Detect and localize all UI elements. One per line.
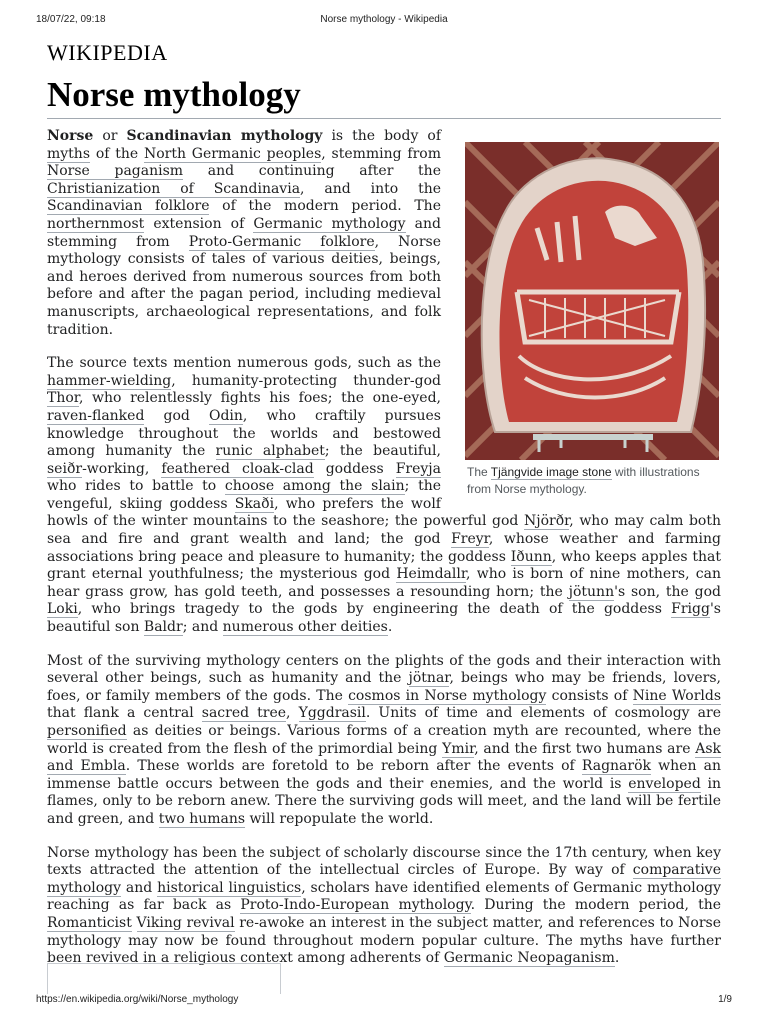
link-njordr[interactable]: Njörðr [523,513,570,530]
print-footer [36,994,732,1008]
link-north-germanic-peoples[interactable]: North Germanic peoples [143,145,322,162]
wikipedia-logo[interactable]: WIKIPEDIA [47,40,168,65]
link-norse-paganism[interactable]: Norse paganism [47,163,184,180]
caption-text: with illustrations from Norse mythology. [467,465,700,496]
infobox-figure [465,142,721,498]
article-body [47,128,721,984]
print-header [36,14,732,28]
link-enveloped[interactable]: enveloped [628,775,701,792]
link-idunn[interactable]: Iðunn [510,548,552,565]
link-baldr[interactable]: Baldr [143,619,183,636]
link-germanic-neopaganism[interactable]: Germanic Neopaganism [443,950,615,967]
link-raven-flanked[interactable]: raven-flanked [47,407,145,424]
contents-box-top [47,963,281,994]
link-romanticist[interactable]: Romanticist [47,914,132,931]
link-proto-germanic-folklore[interactable]: Proto-Germanic folklore [188,233,375,250]
paragraph-intro: Norse or Scandinavian mythology is the body of myths of the North Germanic peoples, stemming from Norse paganism and continuing after the Christianization of Scandinavia, and into the Scandinavian folklore of the modern period. The northernmost extension of Germanic mythology and stemming from Proto-Germanic folklore, Norse mythology consists of tales of various deities, beings, and heroes derived from numerous sources from both before and after the pagan period, including medieval manuscripts, archaeological representations, and folk tradition. [47,128,442,338]
link-runic-alphabet[interactable]: runic alphabet [215,443,325,460]
paragraph-scholarship: Norse mythology has been the subject of scholarly discourse since the 17th century, when key texts attracted the attention of the intellectual circles of Europe. By way of comparative mythology and historical linguistics, scholars have identified elements of Germanic mythology reaching as far back as Proto-Indo-European mythology. During the modern period, the Romanticist Viking revival re-awoke an interest in the subject matter, and references to Norse mythology may now be found throughout modern popular culture. The myths have further been revived in a religious context among adherents of Germanic Neopaganism. [47,844,722,967]
print-url: https://en.wikipedia.org/wiki/Norse_mythology [36,994,239,1005]
link-numerous-other-deities[interactable]: numerous other deities [222,619,388,636]
link-historical-linguistics[interactable]: historical linguistics [157,879,302,896]
link-myths[interactable]: myths [47,145,91,162]
link-personified[interactable]: personified [47,723,127,739]
paragraph-cosmology: Most of the surviving mythology centers on the plights of the gods and their interaction with several other beings, such as humanity and the jötnar, beings who may be friends, lovers, foes, or family members of the gods. The cosmos in Norse mythology consists of Nine Worlds that flank a central sacred tree, Yggdrasil. Units of time and elements of cosmology are personified as deities or beings. Various forms of a creation myth are recounted, where the world is created from the flesh of the primordial being Ymir, and the first two humans are Ask and Embla. These worlds are foretold to be reborn after the events of Ragnarök when an immense battle occurs between the gods and their enemies, and the world is enveloped in flames, only to be reborn anew. There the surviving gods will meet, and the land will be fertile and green, and two humans will repopulate the world. [47,652,722,827]
print-page-title: Norse mythology - Wikipedia [320,14,448,25]
link-freyr[interactable]: Freyr [451,531,489,548]
caption-text: The [467,465,491,479]
link-christianization-of-scandinavia[interactable]: Christianization of Scandinavia [47,180,301,197]
link-comparative-mythology[interactable]: comparative mythology [47,862,721,896]
link-choose-among-the-slain[interactable]: choose among the slain [224,478,405,495]
link-two-humans[interactable]: two humans [158,810,246,827]
link-thor[interactable]: Thor [47,390,79,407]
link-skadi[interactable]: Skaði [234,495,275,512]
link-cosmos-in-norse-mythology[interactable]: cosmos in Norse mythology [348,687,547,704]
link-tjangvide-image-stone[interactable]: Tjängvide image stone [490,465,612,479]
link-ragnarok[interactable]: Ragnarök [581,758,651,775]
figure-caption [467,464,721,498]
link-scandinavian-folklore[interactable]: Scandinavian folklore [47,198,210,215]
link-yggdrasil[interactable]: Yggdrasil [298,705,366,722]
bold-term: Norse [47,128,94,144]
link-jotnar[interactable]: jötnar [408,670,450,687]
link-heimdallr[interactable]: Heimdallr [396,566,466,583]
title-divider [47,118,721,119]
link-loki[interactable]: Loki [47,601,78,618]
paragraph-gods: The source texts mention numerous gods, such as the hammer-wielding, humanity-protecting thunder-god Thor, who relentlessly fights his foes; the one-eyed, raven-flanked god Odin, who craftily pursues knowledge throughout the worlds and bestowed among humanity the runic alphabet; the beautiful, seiðr-working, feathered cloak-clad goddess Freyja who rides to battle to choose among the slain; the vengeful, skiing goddess Skaði, who prefers the wolf howls of the winter mountains to the seashore; the powerful god Njörðr, who may calm both sea and fire and grant wealth and land; the god Freyr, whose weather and farming associations bring peace and pleasure to humanity; the goddess Iðunn, who keeps apples that grant eternal youthfulness; the mysterious god Heimdallr, who is born of nine mothers, can hear grass grow, has gold teeth, and possesses a resounding horn; the jötunn's son, the god Loki, who brings tragedy to the gods by engineering the death of the goddess Frigg's beautiful son Baldr; and numerous other deities. [47,355,722,636]
link-ymir[interactable]: Ymir [442,740,475,757]
link-sacred-tree[interactable]: sacred tree [201,705,287,722]
link-germanic-mythology[interactable]: Germanic mythology [253,215,406,232]
link-hammer-wielding[interactable]: hammer-wielding [47,372,172,389]
link-northernmost[interactable]: northernmost [47,215,145,232]
link-frigg[interactable]: Frigg [671,601,710,618]
print-datetime: 18/07/22, 09:18 [36,14,106,25]
tjangvide-stone-image[interactable] [465,142,719,460]
link-viking-revival[interactable]: Viking revival [136,914,235,931]
link-seidr[interactable]: seiðr [47,460,83,477]
link-feathered-cloak-clad[interactable]: feathered cloak-clad [161,460,314,477]
link-ask-and-embla[interactable]: Ask and Embla [47,740,722,775]
link-freyja[interactable]: Freyja [395,460,441,477]
page-title: Norse mythology [47,75,301,114]
link-jotunn[interactable]: jötunn [568,583,615,600]
bold-term: Scandinavian mythology [126,128,323,144]
print-page-number: 1/9 [718,994,732,1005]
link-nine-worlds[interactable]: Nine Worlds [632,687,722,704]
link-odin[interactable]: Odin [208,407,243,424]
link-proto-indo-european-mythology[interactable]: Proto-Indo-European mythology [240,897,471,914]
